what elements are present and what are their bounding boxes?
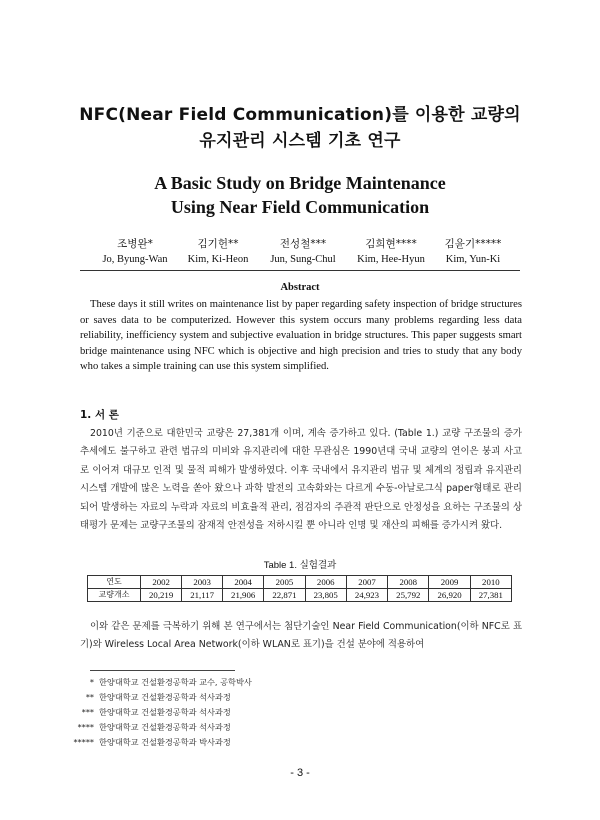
author-3-korean-name: 전성철***	[279, 238, 327, 250]
table-count-cell: 23,805	[305, 589, 346, 602]
table-count-cell: 22,871	[264, 589, 305, 602]
author-4-korean-name: 김희현****	[365, 238, 417, 250]
footnote-4	[60, 722, 231, 733]
footnote-mark: **	[85, 692, 94, 702]
footnote-text: 한양대학교 건설환경공학과 석사과정	[99, 722, 231, 732]
table-year-cell: 2003	[182, 576, 223, 589]
table-count-cell: 27,381	[470, 589, 511, 602]
table-bridge-count-label: 교량개소	[88, 589, 141, 602]
abstract-heading: Abstract	[280, 282, 320, 293]
table-year-label: 연도	[88, 576, 141, 589]
author-5-english-name: Kim, Yun-Ki	[445, 254, 501, 265]
author-2-english-name: Kim, Ki-Heon	[187, 254, 249, 265]
abstract-text: These days it still writes on maintenance list by paper regarding safety inspection of bridge structures or saves data to be computerized. However this system occurs many problems regarding less data reliability, inefficiency system and subjective evaluation in bridge structures. This paper suggests smart bridge maintenance using NFC which is objective and high precision and tries to study that any body who takes a simple training can use this system simplified.	[80, 299, 522, 373]
korean-title-line-1: NFC(Near Field Communication)를 이용한 교량의	[79, 105, 521, 125]
author-1-english-name: Jo, Byung-Wan	[102, 254, 168, 265]
title-divider	[80, 270, 520, 271]
author-1-korean-name: 조병완*	[117, 238, 153, 250]
table-data-row	[88, 589, 512, 602]
bridge-count-table	[87, 575, 512, 602]
introduction-paragraph-2: 이와 같은 문제를 극복하기 위해 본 연구에서는 첨단기술인 Near Field Communication(이하 NFC로 표기)와 Wireless Local Area Network(이하 WLAN로 표기)을 건설 분야에 적용하여	[80, 621, 522, 651]
author-5	[418, 236, 528, 265]
author-4-english-name: Kim, Hee-Hyun	[357, 254, 425, 265]
table-count-cell: 20,219	[141, 589, 182, 602]
author-2-korean-name: 김기헌**	[197, 238, 239, 250]
korean-title-line-2: 유지관리 시스템 기초 연구	[199, 131, 401, 151]
table-year-cell: 2006	[305, 576, 346, 589]
table-year-cell: 2007	[346, 576, 387, 589]
footnote-text: 한양대학교 건설환경공학과 박사과정	[99, 737, 231, 747]
section-1-heading: 1. 서 론	[80, 409, 119, 421]
footnote-mark: ***	[81, 707, 94, 717]
author-3-english-name: Jun, Sung-Chul	[270, 254, 336, 265]
footnote-5	[60, 737, 231, 748]
english-title-line-1: A Basic Study on Bridge Maintenance	[154, 173, 446, 193]
footnote-2	[60, 692, 231, 703]
author-5-korean-name: 김윤기*****	[444, 238, 502, 250]
table-1-caption: Table 1. 실험결과	[263, 560, 337, 571]
table-count-cell: 26,920	[429, 589, 470, 602]
footnote-mark: *	[89, 677, 94, 687]
table-count-cell: 25,792	[388, 589, 429, 602]
introduction-paragraph-1: 2010년 기준으로 대한민국 교량은 27,381개 이며, 계속 증가하고 있다. (Table 1.) 교량 구조물의 증가 추세에도 불구하고 관련 법규의 미비와 유지관리에 대한 무관심은 1990년대 국내 교량의 연이은 붕괴 사고로 이어져 대규모 인적 및 물적 피해가 발생하였다. 이후 국내에서 유지관리 법규 및 체계의 정립과 유지관리 시스템 개발에 많은 노력을 쏟아 왔으나 과학 발전의 고속화와는 다르게 수동-아날로그식 paper형태로 관리 되어 발생하는 자료의 누락과 자료의 비효율적 관리, 점검자의 주관적 판단으로 안정성을 요하는 구조물의 상태평가 문제는 교량구조물의 잠재적 안전성을 저하시킬 뿐 아니라 인명 및 재산의 피해를 증가시켜 왔다.	[80, 428, 522, 532]
table-year-cell: 2009	[429, 576, 470, 589]
footnote-mark: ****	[77, 722, 94, 732]
table-header-row	[88, 576, 512, 589]
table-year-cell: 2004	[223, 576, 264, 589]
table-year-cell: 2008	[388, 576, 429, 589]
table-count-cell: 21,906	[223, 589, 264, 602]
table-count-cell: 24,923	[346, 589, 387, 602]
table-year-cell: 2005	[264, 576, 305, 589]
footnote-mark: *****	[73, 737, 94, 747]
table-count-cell: 21,117	[182, 589, 223, 602]
footnote-3	[60, 707, 231, 718]
table-year-cell: 2002	[141, 576, 182, 589]
footnote-text: 한양대학교 건설환경공학과 석사과정	[99, 692, 231, 702]
footnote-1	[60, 677, 252, 688]
page-number: - 3 -	[290, 767, 310, 779]
footnote-text: 한양대학교 건설환경공학과 교수, 공학박사	[99, 677, 252, 687]
table-year-cell: 2010	[470, 576, 511, 589]
english-title-line-2: Using Near Field Communication	[170, 197, 430, 217]
footnote-divider	[90, 670, 235, 671]
footnote-text: 한양대학교 건설환경공학과 석사과정	[99, 707, 231, 717]
